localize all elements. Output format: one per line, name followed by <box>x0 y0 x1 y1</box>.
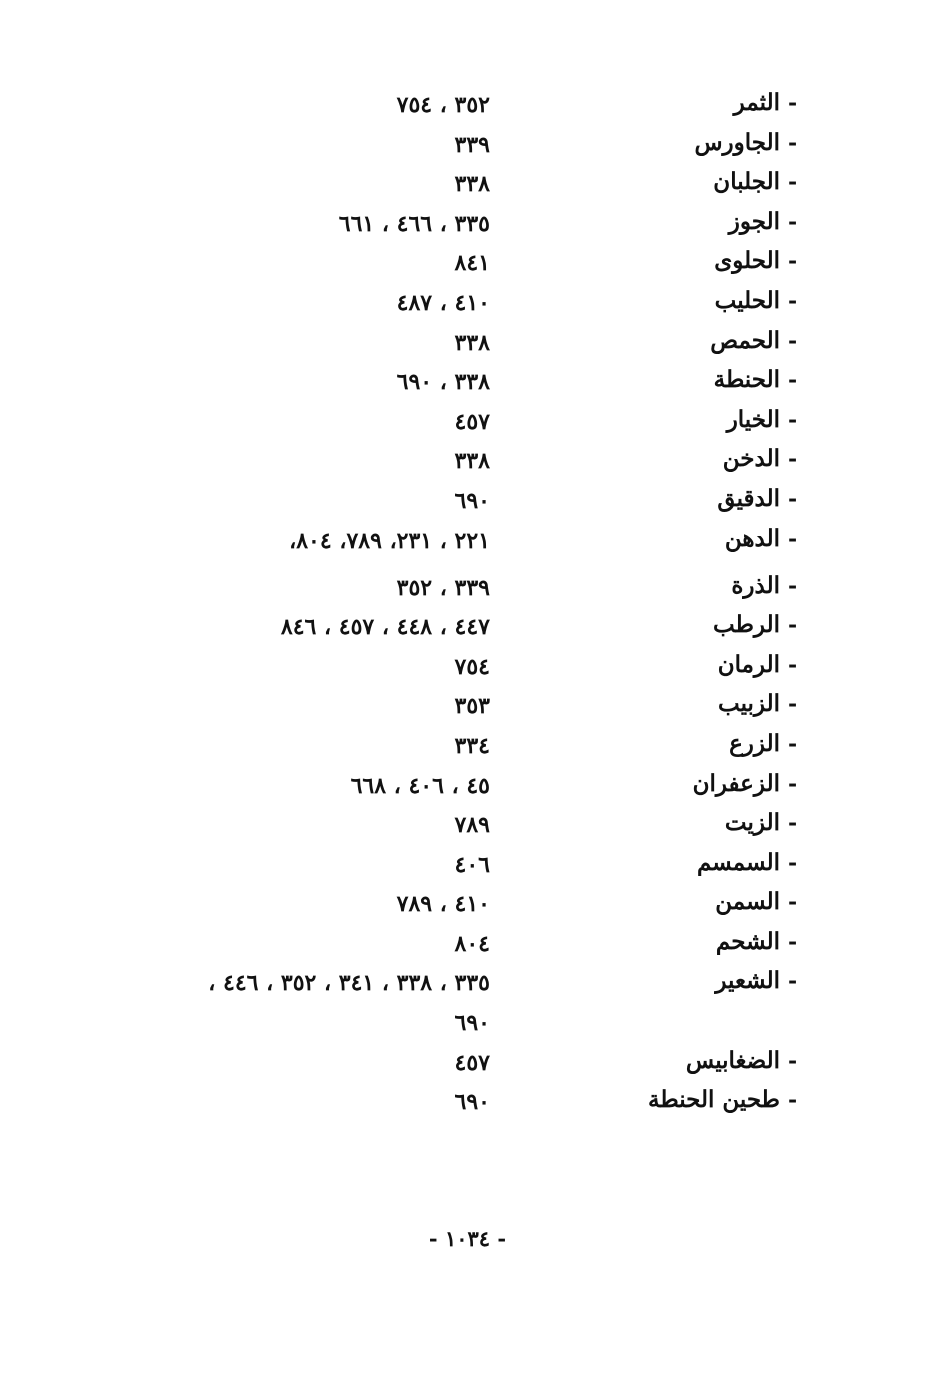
entry-pages: ٤٠٦ <box>454 851 490 878</box>
index-entry <box>0 964 935 1004</box>
index-entry <box>0 244 935 284</box>
entry-pages: ٦٩٠ <box>454 1089 490 1116</box>
entry-pages: ٣٣٥ ، ٤٦٦ ، ٦٦١ <box>338 210 490 237</box>
entry-marker: - <box>788 810 798 837</box>
entry-term: الحلوى <box>714 247 780 275</box>
index-entry <box>0 403 935 443</box>
entry-marker: - <box>788 367 798 394</box>
index-list <box>0 86 935 1123</box>
entry-term: الزبيب <box>717 690 780 718</box>
entry-term: الشحم <box>715 927 780 955</box>
entry-marker: - <box>788 968 798 995</box>
entry-marker: - <box>788 406 798 433</box>
entry-pages: ٤٥٧ <box>454 408 490 435</box>
entry-pages: ٣٣٨ ، ٦٩٠ <box>396 369 490 396</box>
entry-term: الذرة <box>731 571 780 599</box>
entry-term: الرطب <box>713 611 780 639</box>
index-entry <box>0 1083 935 1123</box>
entry-term: الدخن <box>722 445 780 473</box>
entry-marker: - <box>788 485 798 512</box>
entry-marker: - <box>788 327 798 354</box>
entry-marker: - <box>788 651 798 678</box>
entry-term: الدهن <box>724 524 780 552</box>
index-entry <box>0 767 935 807</box>
index-entry <box>0 482 935 522</box>
entry-marker: - <box>788 90 798 116</box>
index-entry <box>0 687 935 727</box>
entry-marker: - <box>788 525 798 552</box>
entry-pages: ٨٠٤ <box>454 930 490 957</box>
entry-pages: ٣٣٨ <box>454 448 490 475</box>
entry-pages: ٦٩٠ <box>454 487 490 514</box>
entry-term: الثمر <box>733 89 780 116</box>
entry-marker: - <box>788 1087 798 1114</box>
entry-term: الجلبان <box>713 168 780 196</box>
entry-pages: ٤٥٧ <box>454 1049 490 1076</box>
index-entry <box>0 205 935 245</box>
index-entry <box>0 1044 935 1084</box>
entry-marker: - <box>788 691 798 718</box>
index-entry <box>0 324 935 364</box>
entry-marker: - <box>788 889 798 916</box>
entry-marker: - <box>788 1047 798 1074</box>
entry-term: الحمص <box>710 326 780 354</box>
entry-marker: - <box>788 612 798 639</box>
entry-term: الحنطة <box>713 366 780 394</box>
entry-marker: - <box>788 169 798 196</box>
entry-pages: ٣٥٣ <box>454 693 490 720</box>
entry-marker: - <box>788 287 798 314</box>
index-entry <box>0 569 935 609</box>
entry-pages: ٤٤٧ ، ٤٤٨ ، ٤٥٧ ، ٨٤٦ <box>280 614 490 641</box>
entry-term: الدقيق <box>717 484 780 512</box>
entry-term: الشعير <box>715 967 780 995</box>
index-entry <box>0 86 935 126</box>
index-entry <box>0 727 935 767</box>
entry-pages: ٣٣٨ <box>454 171 490 198</box>
entry-pages: ٤١٠ ، ٧٨٩ <box>396 891 490 918</box>
index-entry <box>0 925 935 965</box>
index-entry <box>0 885 935 925</box>
entry-pages: ٧٨٩ <box>454 812 490 839</box>
entry-term: الحليب <box>714 286 780 314</box>
entry-pages: ٦٩٠ <box>454 1010 490 1037</box>
entry-term: الجاورس <box>694 128 780 156</box>
page-number: - ١٠٣٤ - <box>428 1226 507 1251</box>
entry-pages: ٢٢١ ، ٢٣١، ٧٨٩، ٨٠٤، <box>289 527 490 554</box>
index-entry <box>0 608 935 648</box>
entry-pages: ٤٥ ، ٤٠٦ ، ٦٦٨ <box>350 772 490 799</box>
index-entry <box>0 846 935 886</box>
entry-term: الزيت <box>724 809 780 837</box>
entry-marker: - <box>788 730 798 757</box>
entry-marker: - <box>788 208 798 235</box>
index-entry <box>0 442 935 482</box>
entry-term: الزعفران <box>692 769 780 797</box>
entry-term: السمن <box>715 888 780 916</box>
entry-term: طحين الحنطة <box>648 1086 780 1114</box>
entry-pages: ٨٤١ <box>454 250 490 277</box>
entry-term: الرمان <box>717 650 780 678</box>
entry-marker: - <box>788 928 798 955</box>
entry-pages: ٣٣٨ <box>454 329 490 356</box>
entry-term: الضغابيس <box>685 1046 780 1074</box>
entry-pages: ٤١٠ ، ٤٨٧ <box>396 289 490 316</box>
entry-pages: ٣٣٥ ، ٣٣٨ ، ٣٤١ ، ٣٥٢ ، ٤٤٦ ، <box>208 970 490 997</box>
entry-pages: ٣٥٢ ، ٧٥٤ <box>396 92 490 118</box>
index-entry <box>0 363 935 403</box>
index-entry <box>0 522 935 569</box>
index-entry <box>0 806 935 846</box>
entry-pages: ٣٣٩ <box>454 131 490 158</box>
index-entry <box>0 126 935 166</box>
index-entry-continuation <box>0 1004 935 1044</box>
entry-marker: - <box>788 129 798 156</box>
index-entry <box>0 165 935 205</box>
entry-pages: ٣٣٤ <box>454 732 490 759</box>
index-entry <box>0 648 935 688</box>
entry-marker: - <box>788 446 798 473</box>
entry-pages: ٧٥٤ <box>454 653 490 680</box>
entry-term: الخيار <box>726 405 780 433</box>
index-entry <box>0 284 935 324</box>
entry-term: الجوز <box>728 207 780 235</box>
entry-term: السمسم <box>696 848 780 876</box>
entry-term: الزرع <box>729 729 780 757</box>
entry-marker: - <box>788 770 798 797</box>
entry-marker: - <box>788 849 798 876</box>
entry-pages: ٣٣٩ ، ٣٥٢ <box>396 574 490 601</box>
entry-marker: - <box>788 248 798 275</box>
entry-marker: - <box>788 572 798 599</box>
